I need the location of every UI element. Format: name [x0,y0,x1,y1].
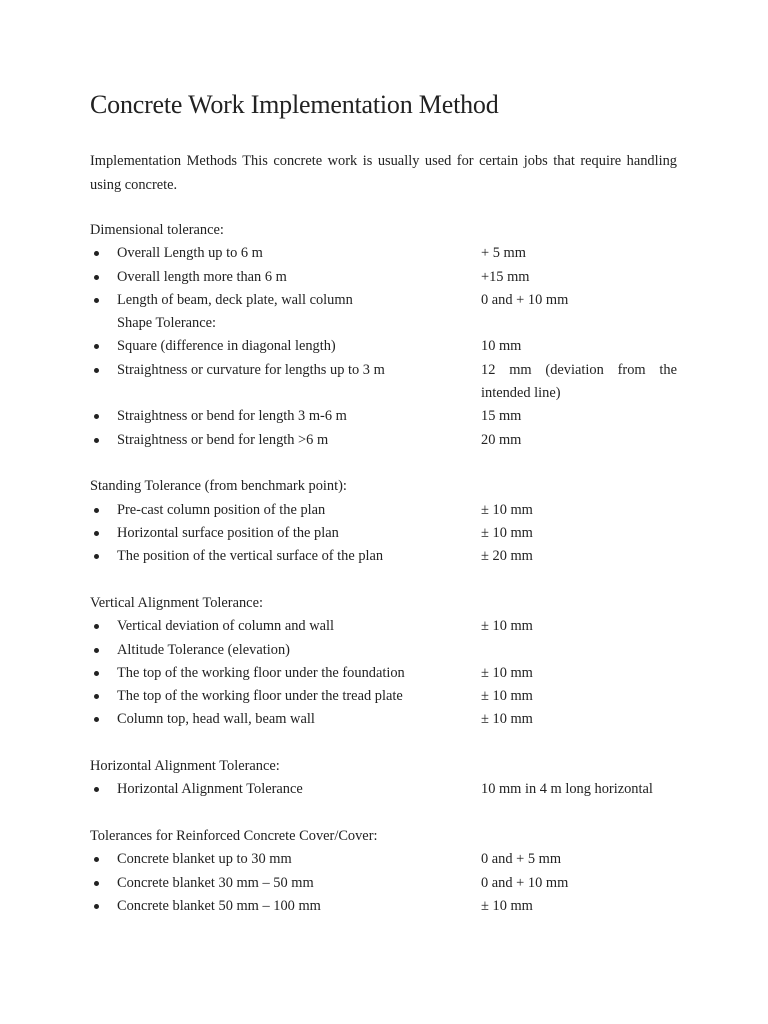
item-value: ± 20 mm [481,548,533,565]
item-label: The top of the working floor under the tread plate [117,688,403,705]
item-label: Shape Tolerance: [117,315,217,332]
item-value: 0 and + 10 mm [481,291,569,308]
list-item [90,872,677,895]
list-item [90,499,677,522]
tolerance-section [90,219,677,452]
list-item [90,359,677,406]
tolerance-section [90,475,677,568]
item-value: 0 and + 5 mm [481,851,562,868]
item-value: 10 mm in 4 m long horizontal [481,781,653,798]
intro-paragraph: Implementation Methods This concrete work is usually used for certain jobs that require handling using concrete. [90,153,677,193]
item-value: ± 10 mm [481,897,533,914]
item-value: ± 10 mm [481,688,533,705]
list-item [90,639,677,662]
item-label: The position of the vertical surface of the plan [117,548,384,565]
section-heading: Tolerances for Reinforced Concrete Cover/Cover: [90,828,378,845]
tolerance-section [90,825,677,918]
item-label: Pre-cast column position of the plan [117,501,326,518]
list-item [90,429,677,452]
item-label: Overall length more than 6 m [117,268,287,285]
item-value: ± 10 mm [481,501,533,518]
item-label: Concrete blanket 30 mm – 50 mm [117,874,314,891]
list-item [90,522,677,545]
tolerance-section [90,592,677,732]
item-value: ± 10 mm [481,664,533,681]
item-label: Length of beam, deck plate, wall column [117,291,353,308]
item-value: ± 10 mm [481,618,533,635]
list-item [90,615,677,638]
tolerance-list [90,778,677,801]
item-label: The top of the working floor under the foundation [117,664,405,681]
item-label: Horizontal surface position of the plan [117,524,339,541]
list-item [90,662,677,685]
item-value: 15 mm [481,408,522,425]
list-item [90,312,677,335]
list-item [90,848,677,871]
list-item [90,895,677,918]
item-label: Square (difference in diagonal length) [117,338,336,355]
item-value: ± 10 mm [481,711,533,728]
item-value: ± 10 mm [481,524,533,541]
section-heading: Dimensional tolerance: [90,222,224,238]
section-heading: Standing Tolerance (from benchmark point): [90,478,347,495]
document-title: Concrete Work Implementation Method [90,90,499,119]
item-label: Straightness or bend for length 3 m-6 m [117,408,347,425]
item-value: 0 and + 10 mm [481,874,569,891]
list-item [90,405,677,428]
tolerance-list [90,499,677,569]
item-value: + 5 mm [481,245,526,262]
tolerance-section [90,755,677,802]
tolerance-list [90,848,677,918]
item-label: Altitude Tolerance (elevation) [117,641,290,658]
tolerance-list [90,242,677,452]
section-heading: Vertical Alignment Tolerance: [90,594,263,611]
list-item [90,242,677,265]
list-item [90,289,677,312]
list-item [90,545,677,568]
item-label: Vertical deviation of column and wall [117,618,334,635]
section-heading: Horizontal Alignment Tolerance: [90,758,280,775]
list-item [90,266,677,289]
list-item [90,685,677,708]
item-label: Straightness or bend for length >6 m [117,431,329,448]
item-label: Concrete blanket up to 30 mm [117,851,292,868]
tolerance-sections [90,219,677,942]
item-label: Horizontal Alignment Tolerance [117,781,303,798]
item-value: 12 mm (deviation from the intended line) [481,361,677,402]
tolerance-list [90,615,677,731]
item-value: 10 mm [481,338,522,355]
item-label: Straightness or curvature for lengths up to 3 m [117,361,385,378]
list-item [90,335,677,358]
list-item [90,708,677,731]
item-value: 20 mm [481,431,522,448]
item-label: Column top, head wall, beam wall [117,711,315,728]
item-label: Overall Length up to 6 m [117,245,263,262]
item-label: Concrete blanket 50 mm – 100 mm [117,897,321,914]
item-value: +15 mm [481,268,530,285]
list-item [90,778,677,801]
